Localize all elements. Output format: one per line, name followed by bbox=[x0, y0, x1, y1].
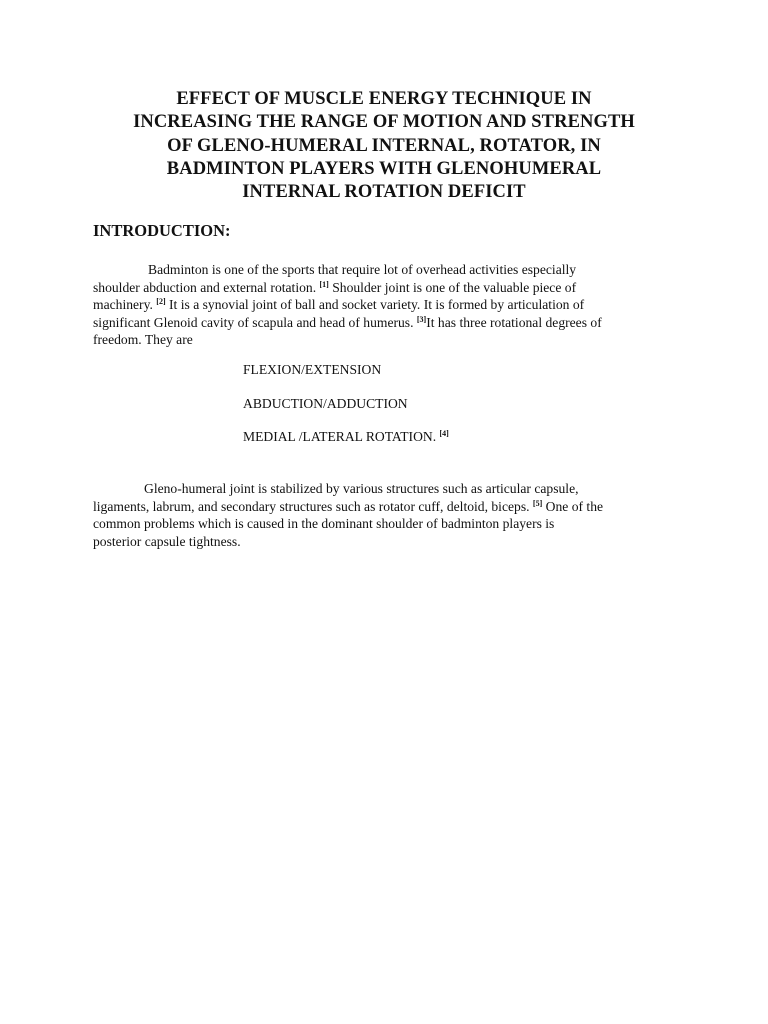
title-line-1: EFFECT OF MUSCLE ENERGY TECHNIQUE IN bbox=[176, 89, 592, 109]
paragraph-text: It is a synovial joint of ball and socket variety. It is formed by articulation of bbox=[165, 297, 585, 312]
title-line-2: INCREASING THE RANGE OF MOTION AND STRENGTH bbox=[133, 112, 635, 133]
citation-ref-3: [3] bbox=[416, 314, 427, 324]
paragraph-text: ligaments, labrum, and secondary structures such as rotator cuff, deltoid, biceps. bbox=[93, 498, 533, 514]
citation-ref-1: [1] bbox=[319, 279, 329, 289]
list-item-abduction-adduction: ABDUCTION/ADDUCTION bbox=[243, 396, 408, 411]
title-line-3: OF GLENO-HUMERAL INTERNAL, ROTATOR, IN bbox=[167, 135, 601, 156]
paragraph-text: It has three rotational degrees of bbox=[426, 314, 602, 330]
paragraph-line bbox=[93, 296, 683, 314]
paragraph-line: Badminton is one of the sports that require lot of overhead activities especially bbox=[148, 262, 577, 277]
citation-ref-4: [4] bbox=[439, 429, 449, 438]
stabilization-paragraph bbox=[93, 480, 683, 550]
paragraph-line: common problems which is caused in the dominant shoulder of badminton players is bbox=[93, 516, 555, 531]
citation-ref-2: [2] bbox=[156, 297, 166, 306]
paragraph-line bbox=[93, 498, 683, 516]
paragraph-text: machinery. bbox=[93, 297, 157, 312]
title-line-4: BADMINTON PLAYERS WITH GLENOHUMERAL bbox=[166, 158, 602, 179]
introduction-paragraph bbox=[93, 261, 683, 349]
introduction-heading: INTRODUCTION: bbox=[93, 221, 231, 240]
title-line-5: INTERNAL ROTATION DEFICIT bbox=[242, 182, 526, 203]
paragraph-line: posterior capsule tightness. bbox=[93, 533, 241, 549]
list-item-text: MEDIAL /LATERAL ROTATION. bbox=[243, 429, 440, 444]
paragraph-line: freedom. They are bbox=[93, 332, 193, 347]
paragraph-line bbox=[93, 279, 683, 297]
list-item-flexion-extension: FLEXION/EXTENSION bbox=[243, 362, 382, 377]
list-item-medial-lateral-rotation bbox=[243, 428, 449, 445]
paragraph-text: significant Glenoid cavity of scapula and head of humerus. bbox=[93, 314, 417, 330]
paragraph-text: One of the bbox=[542, 498, 604, 514]
document-title bbox=[90, 88, 678, 204]
citation-ref-5: [5] bbox=[532, 498, 543, 508]
paragraph-line: Gleno-humeral joint is stabilized by various structures such as articular capsule, bbox=[144, 481, 579, 496]
paragraph-line bbox=[93, 314, 683, 332]
paragraph-text: shoulder abduction and external rotation. bbox=[93, 279, 320, 295]
paragraph-text: Shoulder joint is one of the valuable piece of bbox=[328, 279, 577, 295]
